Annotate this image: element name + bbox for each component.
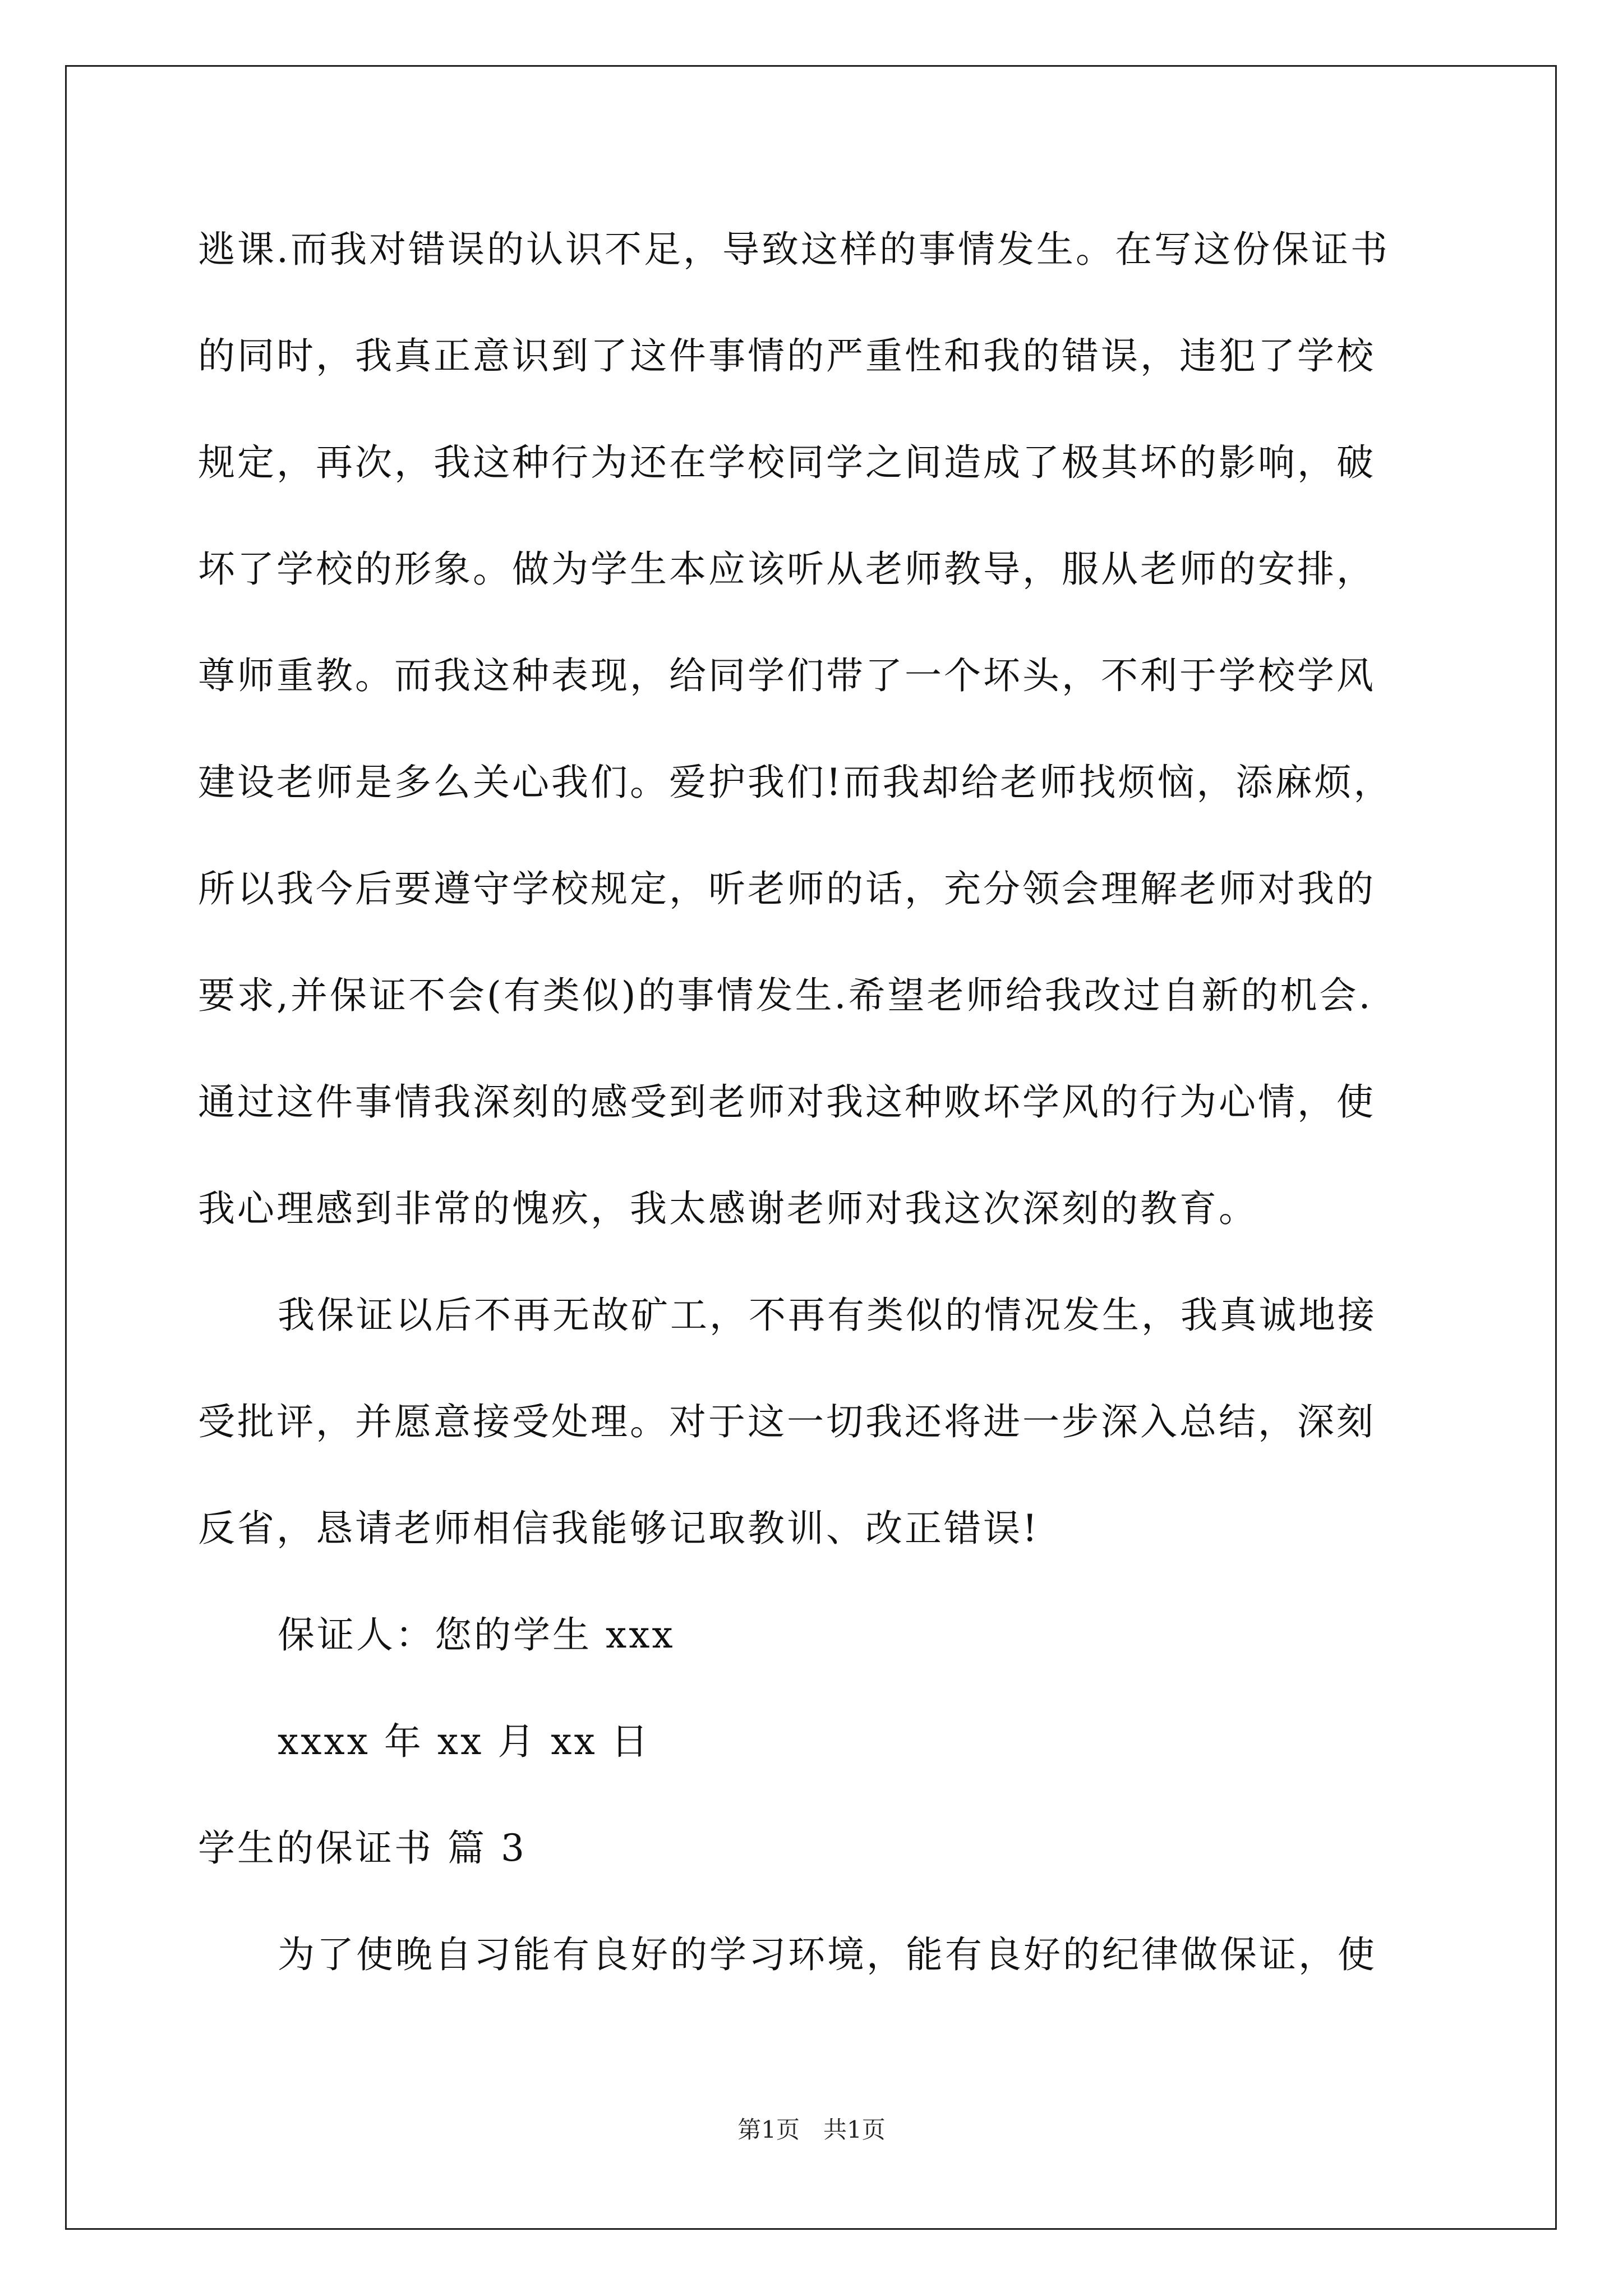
signature-line: 保证人：您的学生 xxx	[278, 1613, 675, 1657]
page-border	[65, 65, 1557, 2230]
body-line-4: 坏了学校的形象。做为学生本应该听从老师教导，服从老师的安排，	[198, 547, 1376, 591]
body-line-5: 尊师重教。而我这种表现，给同学们带了一个坏头，不利于学校学风	[198, 654, 1376, 697]
body-line-8: 要求,并保证不会(有类似)的事情发生.希望老师给我改过自新的机会.	[198, 974, 1373, 1017]
body-line-6: 建设老师是多么关心我们。爱护我们!而我却给老师找烦恼，添麻烦，	[198, 761, 1393, 804]
section-heading: 学生的保证书 篇 3	[198, 1826, 527, 1870]
body-line-9: 通过这件事情我深刻的感受到老师对我这种败坏学风的行为心情，使	[198, 1080, 1376, 1124]
paragraph2-line-2: 受批评，并愿意接受处理。对于这一切我还将进一步深入总结，深刻	[198, 1400, 1376, 1443]
body-line-1: 逃课.而我对错误的认识不足，导致这样的事情发生。在写这份保证书	[198, 228, 1390, 271]
body-line-7: 所以我今后要遵守学校规定，听老师的话，充分领会理解老师对我的	[198, 867, 1376, 910]
body-line-3: 规定，再次，我这种行为还在学校同学之间造成了极其坏的影响，破	[198, 441, 1376, 484]
paragraph3-line-1: 为了使晚自习能有良好的学习环境，能有良好的纪律做保证，使	[278, 1933, 1377, 1976]
body-line-2: 的同时，我真正意识到了这件事情的严重性和我的错误，违犯了学校	[198, 334, 1376, 378]
paragraph2-line-3: 反省，恳请老师相信我能够记取教训、改正错误!	[198, 1507, 1040, 1550]
page-footer: 第1页 共1页	[737, 2116, 886, 2143]
paragraph2-line-1: 我保证以后不再无故矿工，不再有类似的情况发生，我真诚地接	[278, 1294, 1377, 1337]
date-line: xxxx 年 xx 月 xx 日	[278, 1720, 651, 1763]
body-line-10: 我心理感到非常的愧疚，我太感谢老师对我这次深刻的教育。	[198, 1187, 1258, 1230]
